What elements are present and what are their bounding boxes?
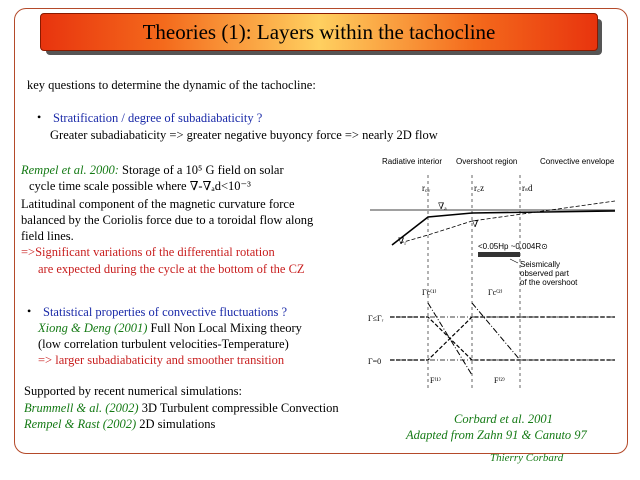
col-convective-label: Convective envelope <box>540 157 615 166</box>
rempel-line1-rest: Storage of a 10⁵ G field on solar <box>122 163 284 177</box>
bullet-dot-1: • <box>37 110 42 124</box>
brummell-rest: 3D Turbulent compressible Convection <box>141 401 339 415</box>
bullet2-line2: (low correlation turbulent velocities-Temperature) <box>38 337 289 351</box>
gamma-zero-label: Γ=0 <box>368 357 382 366</box>
supported-line1: Supported by recent numerical simulations: <box>24 384 243 398</box>
xiong-rest: Full Non Local Mixing theory <box>150 321 302 335</box>
rempel-line6: =>Significant variations of the differential rotation <box>21 245 275 259</box>
bullet2-line1 <box>38 321 302 335</box>
bullet1-text: Greater subadiabaticity => greater negative buyoncy force => nearly 2D flow <box>50 128 438 142</box>
supported-line2 <box>24 401 339 415</box>
flux-curve-4 <box>472 303 520 360</box>
nabla-a-label: ∇ₐ <box>438 201 447 211</box>
bullet2-heading: Statistical properties of convective fluctuations ? <box>43 305 288 319</box>
rempel-line2: cycle time scale possible where ∇-∇ₐd<10⁻³ <box>29 179 251 193</box>
nabla-curve <box>392 211 615 245</box>
seis-label-2: observed part <box>520 269 569 278</box>
gamma-row-label: Γ≤Γᵣ <box>368 314 384 323</box>
rast-rest: 2D simulations <box>139 417 216 431</box>
supported-line3 <box>24 417 215 431</box>
nabla-r-curve <box>400 201 615 243</box>
rempel-line5: field lines. <box>21 229 74 243</box>
bullet2-line3: => larger subadiabaticity and smoother transition <box>38 353 285 367</box>
gamma-c-top2-label: Γc⁽²⁾ <box>488 288 503 297</box>
intro-text: key questions to determine the dynamic of the tachocline: <box>27 78 316 92</box>
rempel-cite: Rempel et al. 2000: <box>21 163 119 177</box>
seis-label-1: Seismically <box>520 260 561 269</box>
signature: Thierry Corbard <box>490 452 564 464</box>
bullet1-heading: Stratification / degree of subadiabaticity ? <box>53 111 263 125</box>
rempel-line1 <box>21 163 284 177</box>
size-arrow <box>510 259 518 263</box>
nabla-r-label: ∇ᵣ <box>398 236 407 246</box>
credit-line2: Adapted from Zahn 91 & Canuto 97 <box>406 428 587 442</box>
r-ov-label: rₒᵥ <box>422 183 431 193</box>
rempel-line7: are expected during the cycle at the bottom of the CZ <box>38 262 305 276</box>
nabla-label: ∇ <box>472 219 479 229</box>
size-label: <0.05Hp ~0.004R⊙ <box>478 242 548 251</box>
bullet-dot-2: • <box>27 304 32 318</box>
brummell-cite: Brummell & al. (2002) <box>24 401 139 415</box>
r-cz-label: r꜀z <box>474 183 485 193</box>
col-radiative-label: Radiative interior <box>382 157 443 166</box>
rast-cite: Rempel & Rast (2002) <box>24 417 137 431</box>
rempel-line3: Latitudinal component of the magnetic curvature force <box>21 197 295 211</box>
credit-line1: Corbard et al. 2001 <box>454 412 553 426</box>
col-overshoot-label: Overshoot region <box>456 157 518 166</box>
rempel-line4: balanced by the Coriolis force due to a toroidal flow along <box>21 213 314 227</box>
tachocline-diagram <box>360 155 625 400</box>
r-sd-label: rₛd <box>522 183 533 193</box>
gamma-c-top-label: Γc⁽¹⁾ <box>422 288 437 297</box>
xiong-cite: Xiong & Deng (2001) <box>38 321 148 335</box>
flux-f2-label: F⁽²⁾ <box>494 376 505 385</box>
seis-label-3: of the overshoot <box>520 278 578 287</box>
flux-f1-label: F⁽¹⁾ <box>430 376 441 385</box>
size-bar <box>478 252 520 257</box>
slide-title: Theories (1): Layers within the tachocline <box>40 13 598 51</box>
